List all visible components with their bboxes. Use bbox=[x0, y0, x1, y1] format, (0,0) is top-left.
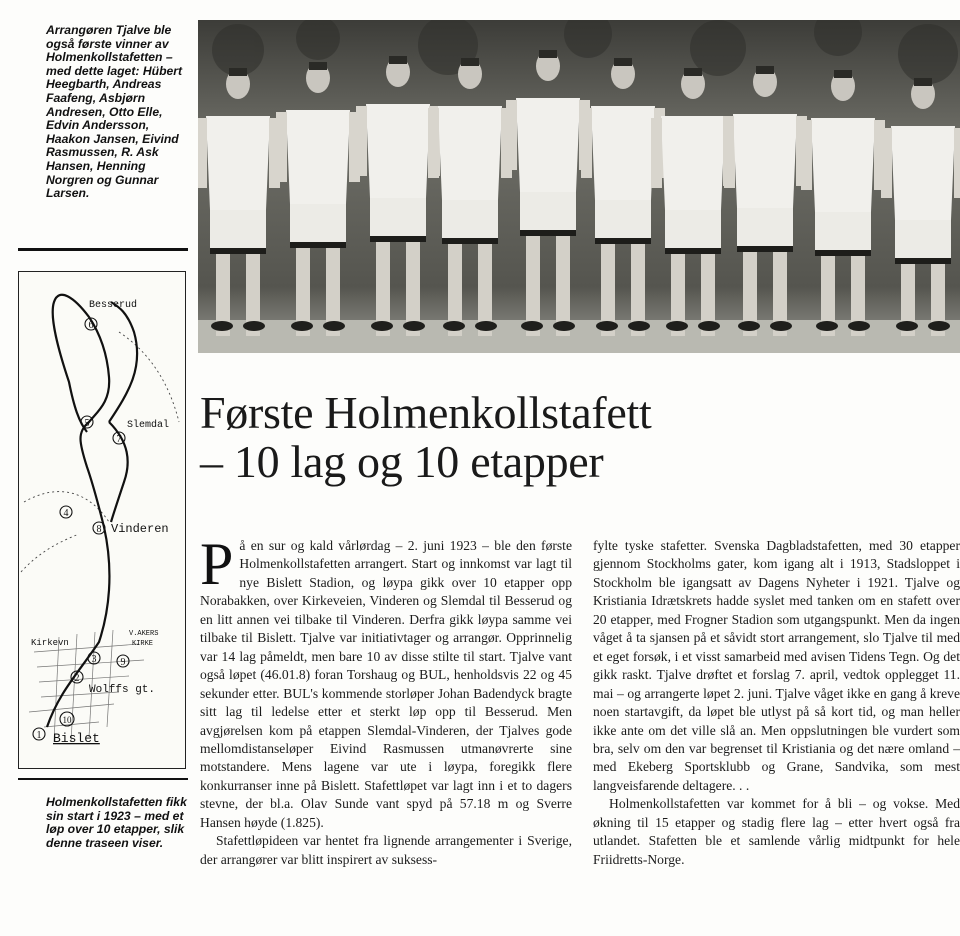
map-caption: Holmenkollstafetten fikk sin start i 1923 – med et løp over 10 etapper, slik denne traseen viser. bbox=[46, 795, 187, 850]
article-paragraph-1-text: å en sur og kald vårlørdag – 2. juni 1923 – ble den første Holmenkollstafetten arrangert. Start og innkomst var lagt til nye Bislett Stadion, og løypa gikk over 10 etapper opp Norabakken, over Kirkeveien, Vinderen og Slemdal til Besserud og en litt annen vei tilbake til Vinderen. Derfra gikk løypa samme vei tilbake til Bislett. Tjalve var initiativtager og arrangør. Opprinnelig var 14 lag påmeldt, men bare 10 av disse stilte til start. Tjalve vant også løpet (46.01.8) foran Torshaug og BUL, henholdsvis 22 og 45 sekunder etter. BUL's kommende storløper Johan Badendyck bragte sitt lag til ledelse etter et sterkt løp opp til Besserud. Men avgjørelsen kom på etappen Slemdal-Vinderen, der Tjalves gode mellomdistanseløper Eivind Rasmussen utmanøvrerte sine motstandere. Mens lagene var ute i løypa, foregikk flere konkurranser inne på Bislett. Stafettløpet var lagt inn i et to dagers stevne, der bl.a. Olav Sunde vant spyd på 57.18 m og Sverre Hansen høyde (1.825). bbox=[200, 538, 572, 830]
article-paragraph-1 bbox=[200, 531, 572, 832]
stage-3-label: 3 bbox=[91, 654, 97, 665]
team-photo bbox=[198, 20, 960, 353]
map-label-besserud: Besserud bbox=[89, 300, 138, 311]
article-column-1 bbox=[200, 531, 572, 869]
article-headline bbox=[200, 388, 651, 486]
map-label-vakers-1: V.AKERS bbox=[129, 630, 159, 638]
route-map-drawing bbox=[19, 272, 184, 767]
stage-1-label: 1 bbox=[36, 730, 42, 741]
article-paragraph-3: fylte tyske stafetter. Svenska Dagbladstafetten, med 30 etapper gjennom Stockholms gater, kom igang alt i 1913, Stadsloppet i Stockholm ble igangsatt av Dagens Nyheter i 1921. Tjalve og Kristiania Idrætskrets hadde syslet med tanken om en stafett over 20 etapper, med Frogner Stadion som utgangspunkt. Men da ingen våget å ta sjansen på et såvidt stort arrangement, slo Tjalve til med et eget forsøk, i et visst samarbeid med avisen Tidens Tegn. Og det gikk raskt. Tjalve drøftet et forslag 7. april, vedtok opplegget 11. mai – og arrangerte løpet 2. juni. Tjalve våget ikke en gang å kreve noen startavgift, da løpet ble utlyst på så kort tid, og man heller ikke ante om det ville slå an. Men oppslutningen ble vurdert som bra, selv om den var begrenset til Kristiania og det nære omland – med Ekeberg Sportsklubb og Grane, Sandvika, som mest langveisfarende deltagere. . . bbox=[593, 538, 960, 793]
map-label-vakers-2: KIRKE bbox=[132, 640, 154, 648]
map-label-kirkevn: Kirkevn bbox=[31, 638, 69, 648]
article-paragraph-2: Stafettløpideen var hentet fra lignende arrangementer i Sverige, der arrangører var blitt inspirert av suksess- bbox=[200, 833, 572, 867]
map-label-wolffs-gt: Wolffs gt. bbox=[89, 684, 156, 696]
map-caption-divider bbox=[18, 778, 188, 780]
stage-9-label: 9 bbox=[120, 657, 126, 668]
photo-caption: Arrangøren Tjalve ble også første vinner av Holmenkollstafetten – med dette laget: Hübert Heegbarth, Andreas Faafeng, Asbjørn Andresen, Otto Elle, Edvin Andersson, Haakon Jansen, Eivind Rasmussen, R. Ask Hansen, Henning Norgren og Gunnar Larsen. bbox=[46, 23, 183, 201]
stage-7-label: 7 bbox=[116, 434, 122, 445]
map-label-bislet: Bislet bbox=[53, 731, 100, 746]
map-label-slemdal: Slemdal bbox=[127, 420, 170, 431]
stage-8-label: 8 bbox=[96, 524, 102, 535]
stage-10-label: 10 bbox=[62, 715, 72, 725]
stage-2-label: 2 bbox=[74, 673, 80, 684]
headline-line-1: Første Holmenkollstafett bbox=[200, 387, 652, 438]
stage-4-label: 4 bbox=[63, 508, 69, 519]
caption-divider bbox=[18, 248, 188, 251]
stage-5-label: 5 bbox=[84, 418, 90, 429]
map-label-vinderen: Vinderen bbox=[111, 522, 169, 536]
article-column-2 bbox=[593, 537, 960, 869]
team-photo-image bbox=[198, 20, 960, 353]
headline-line-2: – 10 lag og 10 etapper bbox=[200, 436, 604, 487]
route-map bbox=[18, 271, 186, 769]
article-paragraph-4: Holmenkollstafetten var kommet for å bli – og vokse. Med økning til 15 etapper og stadig flere lag – etter hvert også fra utlandet. Stafetten ble et samlende vårlig midtpunkt for hele Friidretts-Norge. bbox=[593, 796, 960, 867]
drop-cap: P bbox=[200, 531, 234, 597]
stage-6-label: 6 bbox=[88, 320, 94, 331]
